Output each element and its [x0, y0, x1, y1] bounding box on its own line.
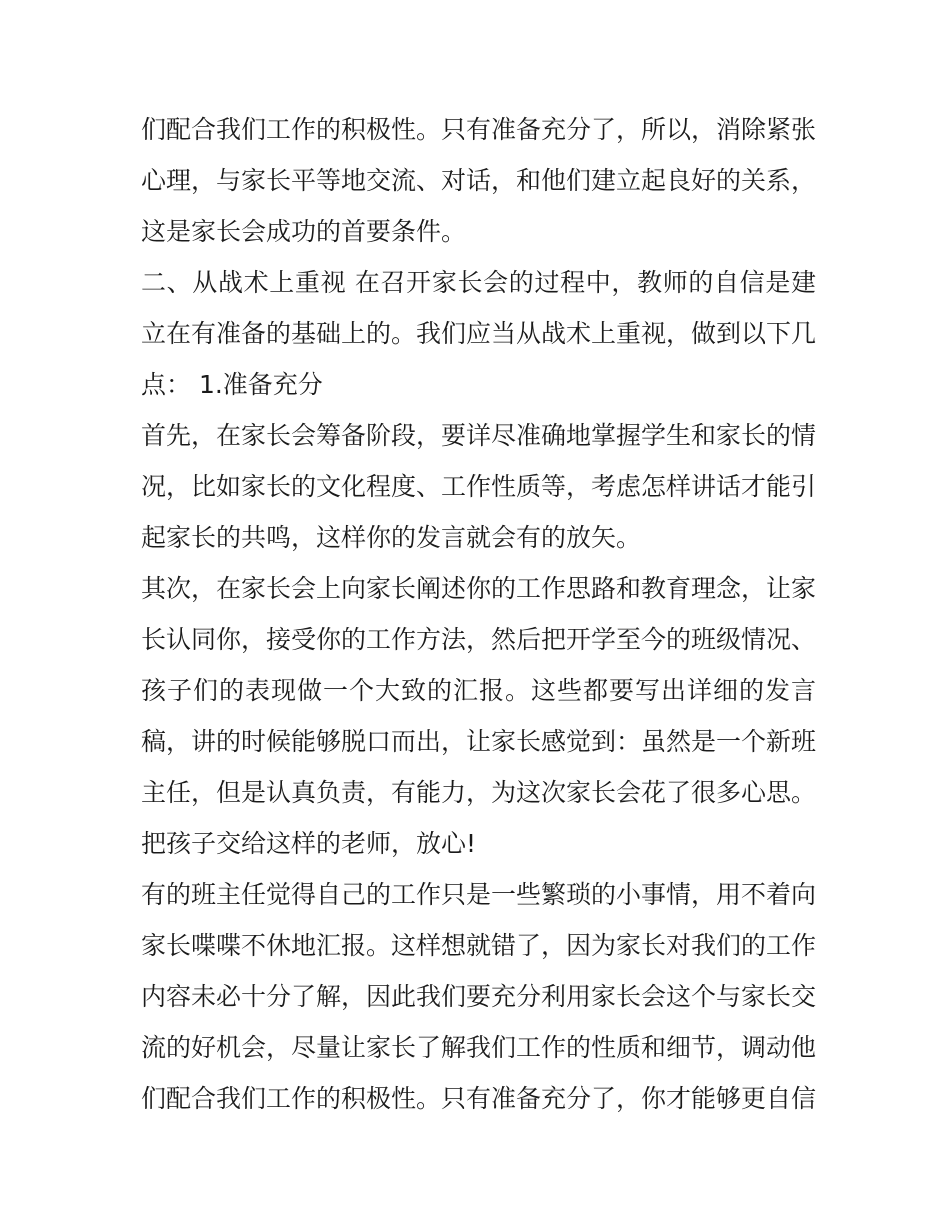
text-line: 们配合我们工作的积极性。只有准备充分了，所以，消除紧张: [141, 115, 817, 144]
text-line: 稿，讲的时候能够脱口而出，让家长感觉到：虽然是一个新班: [141, 727, 817, 756]
text-line: 起家长的共鸣，这样你的发言就会有的放矢。: [141, 523, 642, 552]
text-line: 心理，与家长平等地交流、对话，和他们建立起良好的关系，: [141, 166, 817, 195]
text-line: 孩子们的表现做一个大致的汇报。这些都要写出详细的发言: [141, 676, 816, 705]
text-line: 况，比如家长的文化程度、工作性质等，考虑怎样讲话才能引: [141, 472, 817, 501]
text-line: 长认同你，接受你的工作方法，然后把开学至今的班级情况、: [141, 625, 817, 654]
text-line: 立在有准备的基础上的。我们应当从战术上重视，做到以下几: [141, 319, 817, 348]
text-line: 家长喋喋不休地汇报。这样想就错了，因为家长对我们的工作: [141, 931, 817, 960]
text-line: 其次，在家长会上向家长阐述你的工作思路和教育理念，让家: [141, 574, 817, 603]
text-line: 首先，在家长会筹备阶段，要详尽准确地掌握学生和家长的情: [141, 421, 817, 450]
text-line: 们配合我们工作的积极性。只有准备充分了，你才能够更自信: [141, 1084, 817, 1113]
text-line: 二、从战术上重视 在召开家长会的过程中，教师的自信是建: [141, 268, 816, 297]
text-line: 这是家长会成功的首要条件。: [141, 217, 467, 246]
text-line: 点： 1.准备充分: [141, 370, 323, 399]
text-line: 把孩子交给这样的老师，放心!: [141, 829, 477, 858]
text-line: 有的班主任觉得自己的工作只是一些繁琐的小事情，用不着向: [141, 880, 817, 909]
body-text: [141, 104, 816, 1124]
text-line: 内容未必十分了解，因此我们要充分利用家长会这个与家长交: [141, 982, 817, 1011]
text-line: 主任，但是认真负责，有能力，为这次家长会花了很多心思。: [141, 778, 817, 807]
text-line: 流的好机会，尽量让家长了解我们工作的性质和细节，调动他: [141, 1033, 817, 1062]
